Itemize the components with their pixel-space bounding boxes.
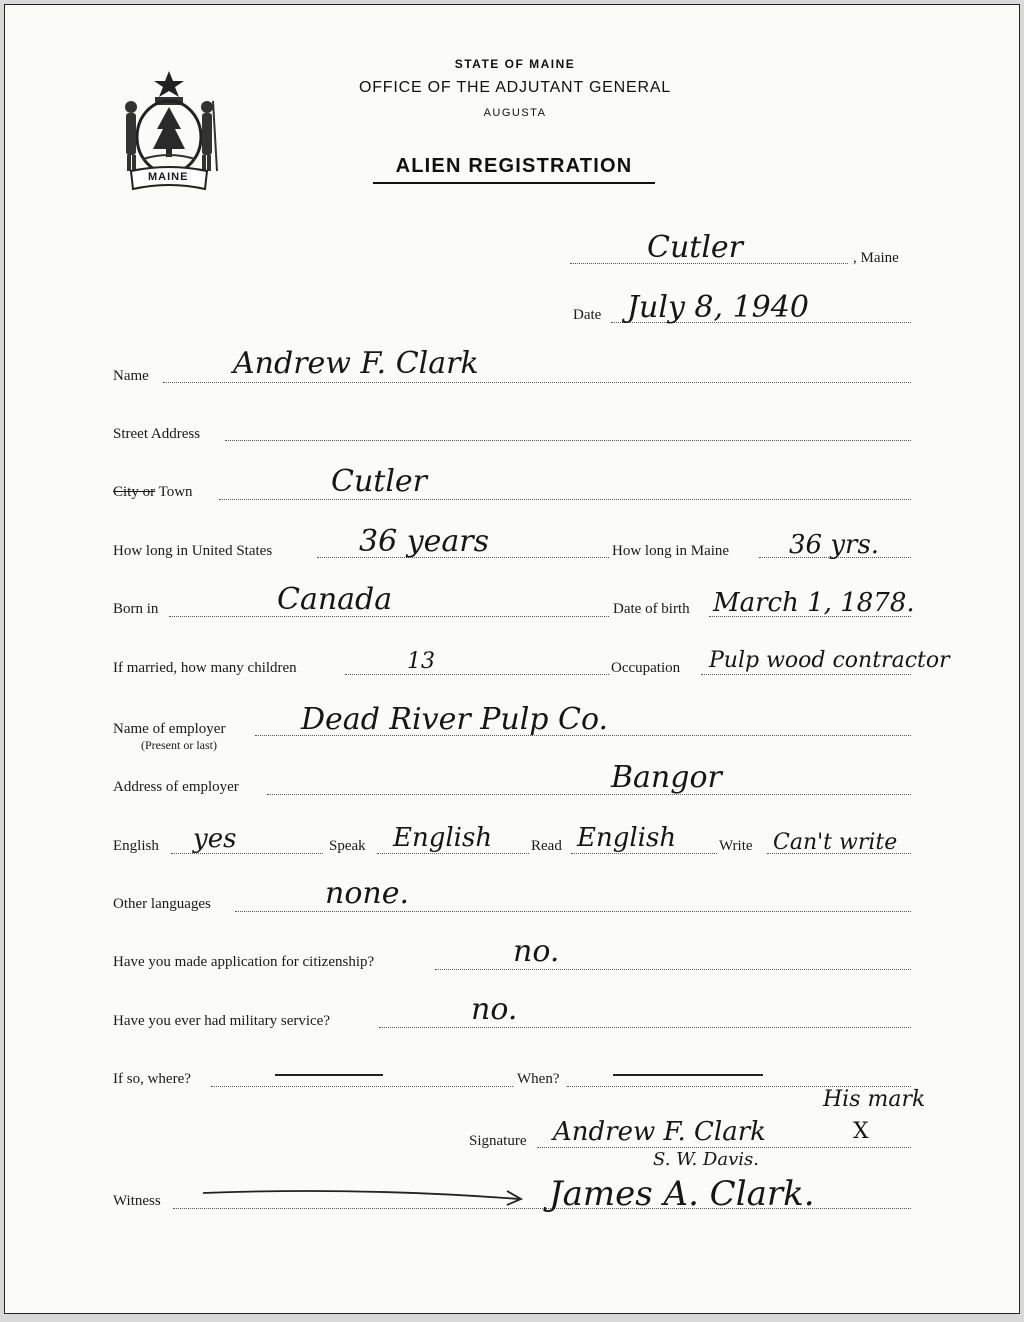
name-value: Andrew F. Clark (233, 346, 479, 381)
read-label: Read (531, 838, 562, 854)
us-years-label: How long in United States (113, 543, 273, 559)
name-line (163, 382, 911, 383)
town-top-value: Cutler (647, 230, 744, 265)
header-state: STATE OF MAINE (454, 57, 576, 71)
header-city: AUGUSTA (483, 107, 547, 119)
born-in-label: Born in (113, 601, 159, 617)
town-label-text: Town (155, 484, 193, 500)
occupation-value: Pulp wood contractor (709, 648, 950, 673)
employer-address-label: Address of employer (113, 779, 239, 795)
citizenship-label: Have you made application for citizenship? (113, 954, 375, 970)
where-label: If so, where? (113, 1071, 191, 1087)
speak-value: English (393, 823, 493, 853)
city-struck-label: City or (113, 484, 156, 500)
read-value: English (577, 823, 677, 853)
occupation-label: Occupation (611, 660, 681, 676)
employer-label: Name of employer (113, 721, 226, 737)
speak-label: Speak (329, 838, 366, 854)
street-line (225, 440, 911, 441)
signature-value: Andrew F. Clark (553, 1117, 766, 1147)
us-years-value: 36 years (359, 524, 490, 559)
other-languages-line (235, 911, 911, 912)
military-line (379, 1027, 911, 1028)
citizenship-value: no. (513, 934, 560, 969)
employer-address-value: Bangor (611, 760, 722, 795)
date-label: Date (573, 307, 602, 323)
page-title: ALIEN REGISTRATION (373, 155, 655, 184)
signature-line (537, 1147, 911, 1148)
his-mark-note: His mark (823, 1087, 926, 1112)
street-label: Street Address (113, 426, 201, 442)
town-value: Cutler (331, 464, 428, 499)
english-label: English (113, 838, 159, 854)
witness-value: James A. Clark. (549, 1174, 815, 1214)
state-suffix-label: , Maine (853, 250, 899, 266)
attestation-note: S. W. Davis. (653, 1149, 759, 1170)
speak-line (377, 853, 529, 854)
employer-address-line (267, 794, 911, 795)
born-in-value: Canada (277, 582, 393, 617)
write-label: Write (719, 838, 753, 854)
maine-years-value: 36 yrs. (789, 530, 880, 560)
dob-value: March 1, 1878. (713, 588, 915, 618)
seal-banner-text: MAINE (148, 171, 189, 183)
header-office: OFFICE OF THE ADJUTANT GENERAL (358, 79, 672, 96)
occupation-line (701, 674, 911, 675)
registration-form (4, 4, 1020, 1314)
town-label (113, 484, 193, 501)
when-label: When? (517, 1071, 560, 1087)
military-value: no. (471, 992, 518, 1027)
citizenship-line (435, 969, 911, 970)
signature-label: Signature (469, 1133, 527, 1149)
children-value: 13 (407, 649, 435, 674)
where-dash (275, 1074, 383, 1076)
witness-label: Witness (113, 1193, 161, 1209)
other-languages-label: Other languages (113, 896, 211, 912)
when-dash (613, 1074, 763, 1076)
witness-arrow-icon (201, 1183, 531, 1207)
where-line (211, 1086, 513, 1087)
children-line (345, 674, 609, 675)
town-line (219, 499, 911, 500)
children-label: If married, how many children (113, 660, 297, 676)
maine-years-label: How long in Maine (612, 543, 730, 559)
read-line (571, 853, 717, 854)
employer-value: Dead River Pulp Co. (301, 702, 609, 737)
dob-label: Date of birth (613, 601, 690, 617)
other-languages-value: none. (325, 876, 409, 911)
date-value: July 8, 1940 (627, 290, 809, 325)
write-value: Can't write (773, 830, 898, 855)
signature-mark: X (853, 1119, 869, 1144)
name-label: Name (113, 368, 149, 384)
english-value: yes (193, 824, 237, 854)
employer-sub-label: (Present or last) (141, 738, 217, 752)
military-label: Have you ever had military service? (113, 1013, 330, 1029)
